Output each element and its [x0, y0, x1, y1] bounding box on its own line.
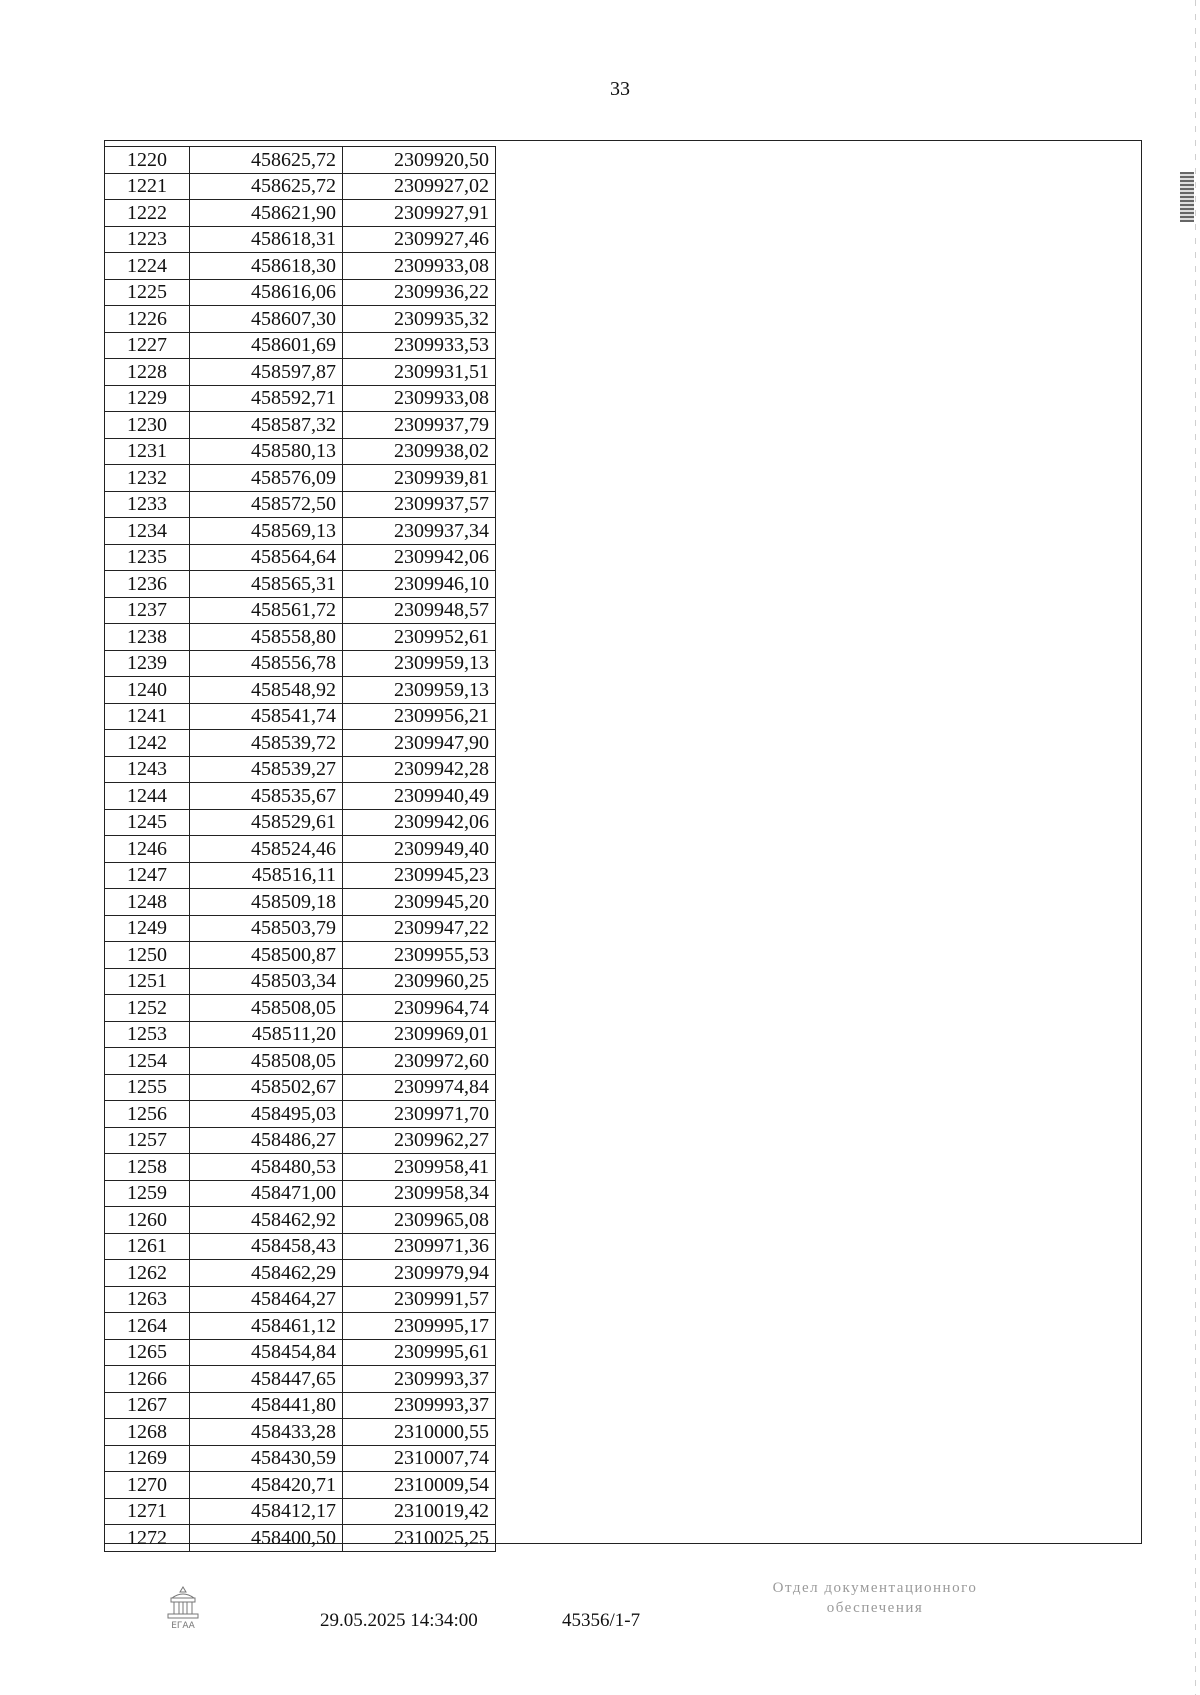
y-coordinate-cell: 2309952,61 — [343, 624, 496, 651]
y-coordinate-cell: 2309927,46 — [343, 226, 496, 253]
x-coordinate-cell: 458576,09 — [190, 465, 343, 492]
y-coordinate-cell: 2309937,34 — [343, 518, 496, 545]
scan-edge-artifact — [1195, 0, 1196, 1695]
y-coordinate-cell: 2309965,08 — [343, 1207, 496, 1234]
point-number-cell: 1227 — [105, 332, 190, 359]
table-row — [105, 571, 496, 598]
x-coordinate-cell: 458508,05 — [190, 995, 343, 1022]
x-coordinate-cell: 458462,29 — [190, 1260, 343, 1287]
y-coordinate-cell: 2309995,17 — [343, 1313, 496, 1340]
table-row — [105, 438, 496, 465]
x-coordinate-cell: 458535,67 — [190, 783, 343, 810]
point-number-cell: 1239 — [105, 650, 190, 677]
y-coordinate-cell: 2309956,21 — [343, 703, 496, 730]
x-coordinate-cell: 458400,50 — [190, 1525, 343, 1552]
x-coordinate-cell: 458509,18 — [190, 889, 343, 916]
x-coordinate-cell: 458516,11 — [190, 862, 343, 889]
table-row — [105, 1154, 496, 1181]
table-row — [105, 995, 496, 1022]
table-row — [105, 1260, 496, 1287]
emblem-icon — [160, 1584, 206, 1630]
table-row — [105, 332, 496, 359]
x-coordinate-cell: 458500,87 — [190, 942, 343, 969]
table-row — [105, 385, 496, 412]
point-number-cell: 1231 — [105, 438, 190, 465]
x-coordinate-cell: 458625,72 — [190, 147, 343, 174]
table-row — [105, 253, 496, 280]
point-number-cell: 1254 — [105, 1048, 190, 1075]
y-coordinate-cell: 2309958,34 — [343, 1180, 496, 1207]
x-coordinate-cell: 458511,20 — [190, 1021, 343, 1048]
x-coordinate-cell: 458607,30 — [190, 306, 343, 333]
x-coordinate-cell: 458556,78 — [190, 650, 343, 677]
table-row — [105, 1074, 496, 1101]
table-row — [105, 597, 496, 624]
y-coordinate-cell: 2309931,51 — [343, 359, 496, 386]
table-row — [105, 279, 496, 306]
point-number-cell: 1270 — [105, 1472, 190, 1499]
table-row — [105, 544, 496, 571]
table-row — [105, 1286, 496, 1313]
point-number-cell: 1234 — [105, 518, 190, 545]
x-coordinate-cell: 458503,79 — [190, 915, 343, 942]
point-number-cell: 1230 — [105, 412, 190, 439]
y-coordinate-cell: 2309927,91 — [343, 200, 496, 227]
point-number-cell: 1233 — [105, 491, 190, 518]
x-coordinate-cell: 458454,84 — [190, 1339, 343, 1366]
point-number-cell: 1262 — [105, 1260, 190, 1287]
point-number-cell: 1232 — [105, 465, 190, 492]
point-number-cell: 1248 — [105, 889, 190, 916]
table-row — [105, 465, 496, 492]
table-row — [105, 1419, 496, 1446]
point-number-cell: 1263 — [105, 1286, 190, 1313]
y-coordinate-cell: 2309933,53 — [343, 332, 496, 359]
stamp-line-1: Отдел документационного — [772, 1580, 978, 1596]
table-row — [105, 412, 496, 439]
table-row — [105, 1339, 496, 1366]
y-coordinate-cell: 2309959,13 — [343, 677, 496, 704]
table-row — [105, 809, 496, 836]
table-row — [105, 491, 496, 518]
x-coordinate-cell: 458503,34 — [190, 968, 343, 995]
table-row — [105, 1392, 496, 1419]
table-row — [105, 226, 496, 253]
table-row — [105, 1127, 496, 1154]
point-number-cell: 1255 — [105, 1074, 190, 1101]
point-number-cell: 1246 — [105, 836, 190, 863]
x-coordinate-cell: 458541,74 — [190, 703, 343, 730]
point-number-cell: 1229 — [105, 385, 190, 412]
page-number: 33 — [610, 78, 630, 100]
table-row — [105, 836, 496, 863]
department-stamp — [730, 1578, 1020, 1618]
point-number-cell: 1236 — [105, 571, 190, 598]
table-row — [105, 1498, 496, 1525]
y-coordinate-cell: 2310000,55 — [343, 1419, 496, 1446]
y-coordinate-cell: 2309949,40 — [343, 836, 496, 863]
table-row — [105, 306, 496, 333]
x-coordinate-cell: 458539,72 — [190, 730, 343, 757]
table-row — [105, 1472, 496, 1499]
table-row — [105, 1048, 496, 1075]
scan-mark-artifact — [1180, 172, 1194, 222]
point-number-cell: 1271 — [105, 1498, 190, 1525]
stamp-line-2: обеспечения — [826, 1600, 924, 1616]
y-coordinate-cell: 2309964,74 — [343, 995, 496, 1022]
x-coordinate-cell: 458447,65 — [190, 1366, 343, 1393]
x-coordinate-cell: 458433,28 — [190, 1419, 343, 1446]
point-number-cell: 1258 — [105, 1154, 190, 1181]
table-row — [105, 968, 496, 995]
point-number-cell: 1228 — [105, 359, 190, 386]
emblem-text: ЕГАА — [171, 1621, 195, 1630]
point-number-cell: 1268 — [105, 1419, 190, 1446]
x-coordinate-cell: 458412,17 — [190, 1498, 343, 1525]
y-coordinate-cell: 2309937,57 — [343, 491, 496, 518]
x-coordinate-cell: 458480,53 — [190, 1154, 343, 1181]
x-coordinate-cell: 458464,27 — [190, 1286, 343, 1313]
x-coordinate-cell: 458601,69 — [190, 332, 343, 359]
y-coordinate-cell: 2309969,01 — [343, 1021, 496, 1048]
x-coordinate-cell: 458462,92 — [190, 1207, 343, 1234]
x-coordinate-cell: 458625,72 — [190, 173, 343, 200]
table-row — [105, 915, 496, 942]
x-coordinate-cell: 458561,72 — [190, 597, 343, 624]
table-row — [105, 1101, 496, 1128]
y-coordinate-cell: 2309958,41 — [343, 1154, 496, 1181]
y-coordinate-cell: 2309920,50 — [343, 147, 496, 174]
point-number-cell: 1259 — [105, 1180, 190, 1207]
x-coordinate-cell: 458508,05 — [190, 1048, 343, 1075]
table-row — [105, 756, 496, 783]
table-row — [105, 359, 496, 386]
x-coordinate-cell: 458618,31 — [190, 226, 343, 253]
point-number-cell: 1272 — [105, 1525, 190, 1552]
x-coordinate-cell: 458539,27 — [190, 756, 343, 783]
y-coordinate-cell: 2309971,36 — [343, 1233, 496, 1260]
y-coordinate-cell: 2309962,27 — [343, 1127, 496, 1154]
point-number-cell: 1265 — [105, 1339, 190, 1366]
x-coordinate-cell: 458430,59 — [190, 1445, 343, 1472]
x-coordinate-cell: 458502,67 — [190, 1074, 343, 1101]
point-number-cell: 1235 — [105, 544, 190, 571]
point-number-cell: 1237 — [105, 597, 190, 624]
table-row — [105, 650, 496, 677]
point-number-cell: 1240 — [105, 677, 190, 704]
table-row — [105, 730, 496, 757]
point-number-cell: 1226 — [105, 306, 190, 333]
y-coordinate-cell: 2309940,49 — [343, 783, 496, 810]
point-number-cell: 1238 — [105, 624, 190, 651]
point-number-cell: 1221 — [105, 173, 190, 200]
y-coordinate-cell: 2309971,70 — [343, 1101, 496, 1128]
table-row — [105, 1207, 496, 1234]
y-coordinate-cell: 2310009,54 — [343, 1472, 496, 1499]
table-row — [105, 1366, 496, 1393]
y-coordinate-cell: 2309942,28 — [343, 756, 496, 783]
y-coordinate-cell: 2309942,06 — [343, 809, 496, 836]
point-number-cell: 1225 — [105, 279, 190, 306]
point-number-cell: 1267 — [105, 1392, 190, 1419]
y-coordinate-cell: 2309939,81 — [343, 465, 496, 492]
table-row — [105, 624, 496, 651]
point-number-cell: 1266 — [105, 1366, 190, 1393]
point-number-cell: 1269 — [105, 1445, 190, 1472]
point-number-cell: 1245 — [105, 809, 190, 836]
y-coordinate-cell: 2309948,57 — [343, 597, 496, 624]
y-coordinate-cell: 2310019,42 — [343, 1498, 496, 1525]
y-coordinate-cell: 2309974,84 — [343, 1074, 496, 1101]
point-number-cell: 1247 — [105, 862, 190, 889]
y-coordinate-cell: 2309938,02 — [343, 438, 496, 465]
table-row — [105, 862, 496, 889]
y-coordinate-cell: 2309955,53 — [343, 942, 496, 969]
x-coordinate-cell: 458548,92 — [190, 677, 343, 704]
x-coordinate-cell: 458618,30 — [190, 253, 343, 280]
y-coordinate-cell: 2309995,61 — [343, 1339, 496, 1366]
table-row — [105, 783, 496, 810]
table-row — [105, 677, 496, 704]
table-row — [105, 1313, 496, 1340]
x-coordinate-cell: 458461,12 — [190, 1313, 343, 1340]
table-row — [105, 889, 496, 916]
point-number-cell: 1251 — [105, 968, 190, 995]
x-coordinate-cell: 458565,31 — [190, 571, 343, 598]
x-coordinate-cell: 458621,90 — [190, 200, 343, 227]
y-coordinate-cell: 2309936,22 — [343, 279, 496, 306]
x-coordinate-cell: 458558,80 — [190, 624, 343, 651]
y-coordinate-cell: 2309946,10 — [343, 571, 496, 598]
x-coordinate-cell: 458524,46 — [190, 836, 343, 863]
table-row — [105, 1445, 496, 1472]
point-number-cell: 1222 — [105, 200, 190, 227]
x-coordinate-cell: 458471,00 — [190, 1180, 343, 1207]
point-number-cell: 1220 — [105, 147, 190, 174]
point-number-cell: 1224 — [105, 253, 190, 280]
footer-datetime: 29.05.2025 14:34:00 — [320, 1610, 478, 1631]
x-coordinate-cell: 458572,50 — [190, 491, 343, 518]
x-coordinate-cell: 458587,32 — [190, 412, 343, 439]
x-coordinate-cell: 458486,27 — [190, 1127, 343, 1154]
y-coordinate-cell: 2309993,37 — [343, 1366, 496, 1393]
y-coordinate-cell: 2309933,08 — [343, 253, 496, 280]
y-coordinate-cell: 2309927,02 — [343, 173, 496, 200]
y-coordinate-cell: 2309993,37 — [343, 1392, 496, 1419]
x-coordinate-cell: 458616,06 — [190, 279, 343, 306]
table-row — [105, 1021, 496, 1048]
table-row — [105, 1525, 496, 1552]
y-coordinate-cell: 2309972,60 — [343, 1048, 496, 1075]
table-row — [105, 1180, 496, 1207]
point-number-cell: 1249 — [105, 915, 190, 942]
point-number-cell: 1256 — [105, 1101, 190, 1128]
point-number-cell: 1223 — [105, 226, 190, 253]
y-coordinate-cell: 2309935,32 — [343, 306, 496, 333]
x-coordinate-cell: 458592,71 — [190, 385, 343, 412]
point-number-cell: 1250 — [105, 942, 190, 969]
point-number-cell: 1243 — [105, 756, 190, 783]
table-row — [105, 147, 496, 174]
y-coordinate-cell: 2309947,22 — [343, 915, 496, 942]
table-row — [105, 173, 496, 200]
x-coordinate-cell: 458458,43 — [190, 1233, 343, 1260]
y-coordinate-cell: 2309991,57 — [343, 1286, 496, 1313]
point-number-cell: 1252 — [105, 995, 190, 1022]
footer-doc-number: 45356/1-7 — [562, 1610, 641, 1631]
table-row — [105, 200, 496, 227]
y-coordinate-cell: 2309959,13 — [343, 650, 496, 677]
point-number-cell: 1241 — [105, 703, 190, 730]
point-number-cell: 1242 — [105, 730, 190, 757]
point-number-cell: 1257 — [105, 1127, 190, 1154]
coordinates-table — [104, 146, 496, 1552]
y-coordinate-cell: 2309947,90 — [343, 730, 496, 757]
x-coordinate-cell: 458441,80 — [190, 1392, 343, 1419]
point-number-cell: 1261 — [105, 1233, 190, 1260]
y-coordinate-cell: 2309960,25 — [343, 968, 496, 995]
point-number-cell: 1260 — [105, 1207, 190, 1234]
point-number-cell: 1253 — [105, 1021, 190, 1048]
y-coordinate-cell: 2309945,23 — [343, 862, 496, 889]
x-coordinate-cell: 458569,13 — [190, 518, 343, 545]
y-coordinate-cell: 2309942,06 — [343, 544, 496, 571]
table-row — [105, 703, 496, 730]
x-coordinate-cell: 458564,64 — [190, 544, 343, 571]
x-coordinate-cell: 458597,87 — [190, 359, 343, 386]
table-row — [105, 942, 496, 969]
y-coordinate-cell: 2309979,94 — [343, 1260, 496, 1287]
x-coordinate-cell: 458529,61 — [190, 809, 343, 836]
point-number-cell: 1264 — [105, 1313, 190, 1340]
point-number-cell: 1244 — [105, 783, 190, 810]
x-coordinate-cell: 458580,13 — [190, 438, 343, 465]
y-coordinate-cell: 2310025,25 — [343, 1525, 496, 1552]
x-coordinate-cell: 458420,71 — [190, 1472, 343, 1499]
y-coordinate-cell: 2310007,74 — [343, 1445, 496, 1472]
y-coordinate-cell: 2309945,20 — [343, 889, 496, 916]
y-coordinate-cell: 2309937,79 — [343, 412, 496, 439]
table-row — [105, 518, 496, 545]
y-coordinate-cell: 2309933,08 — [343, 385, 496, 412]
table-row — [105, 1233, 496, 1260]
x-coordinate-cell: 458495,03 — [190, 1101, 343, 1128]
